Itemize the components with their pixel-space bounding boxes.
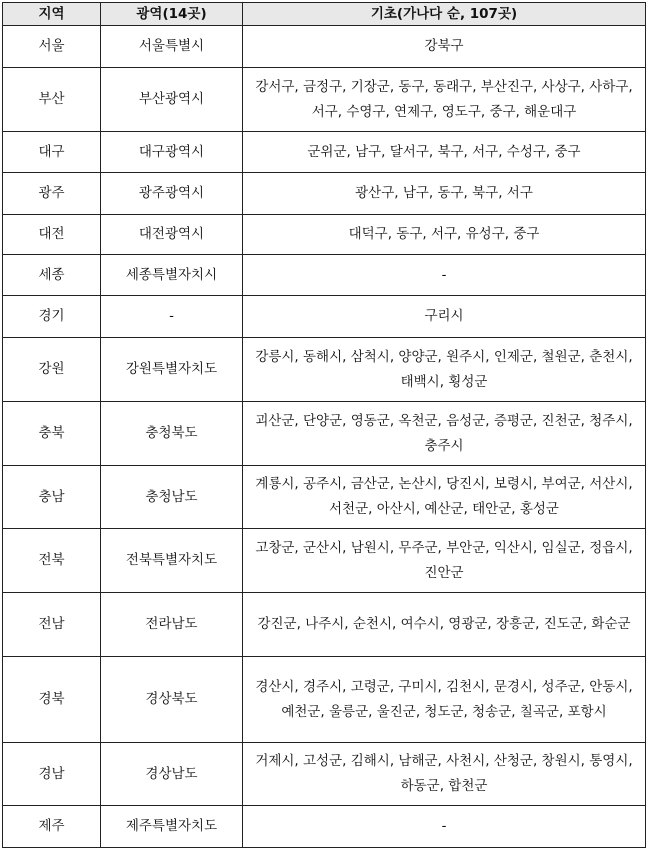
region-cell: 광주 <box>3 173 101 215</box>
table-row <box>3 255 646 296</box>
region-cell: 제주 <box>3 806 101 848</box>
region-cell: 전남 <box>3 593 101 657</box>
metro-cell: 충청남도 <box>101 466 243 529</box>
metro-cell: 전북특별자치도 <box>101 529 243 593</box>
basic-cell: 계룡시, 공주시, 금산군, 논산시, 당진시, 보령시, 부여군, 서산시, 서천군, 아산시, 예산군, 태안군, 홍성군 <box>243 466 646 529</box>
region-cell: 대구 <box>3 132 101 173</box>
metro-cell: 서울특별시 <box>101 26 243 68</box>
region-cell: 충북 <box>3 402 101 466</box>
basic-cell: 강릉시, 동해시, 삼척시, 양양군, 원주시, 인제군, 철원군, 춘천시, 태백시, 횡성군 <box>243 338 646 402</box>
metro-cell: 부산광역시 <box>101 68 243 132</box>
region-cell: 부산 <box>3 68 101 132</box>
region-cell: 전북 <box>3 529 101 593</box>
metro-cell: 충청북도 <box>101 402 243 466</box>
header-basic: 기초(가나다 순, 107곳) <box>243 3 646 26</box>
region-table <box>2 2 646 848</box>
metro-cell: 경상남도 <box>101 743 243 806</box>
metro-cell: - <box>101 296 243 338</box>
region-cell: 경기 <box>3 296 101 338</box>
basic-cell: 구리시 <box>243 296 646 338</box>
table-row <box>3 338 646 402</box>
table-row <box>3 68 646 132</box>
region-cell: 강원 <box>3 338 101 402</box>
basic-cell: - <box>243 806 646 848</box>
table-wrapper <box>2 2 645 848</box>
metro-cell: 대전광역시 <box>101 215 243 255</box>
metro-cell: 전라남도 <box>101 593 243 657</box>
basic-cell: 경산시, 경주시, 고령군, 구미시, 김천시, 문경시, 성주군, 안동시, 예천군, 울릉군, 울진군, 청도군, 청송군, 칠곡군, 포항시 <box>243 657 646 743</box>
basic-cell: 거제시, 고성군, 김해시, 남해군, 사천시, 산청군, 창원시, 통영시, 하동군, 합천군 <box>243 743 646 806</box>
region-cell: 세종 <box>3 255 101 296</box>
basic-cell: 강북구 <box>243 26 646 68</box>
metro-cell: 광주광역시 <box>101 173 243 215</box>
table-row <box>3 26 646 68</box>
table-row <box>3 215 646 255</box>
region-cell: 경북 <box>3 657 101 743</box>
table-row <box>3 132 646 173</box>
table-row <box>3 402 646 466</box>
table-row <box>3 743 646 806</box>
metro-cell: 강원특별자치도 <box>101 338 243 402</box>
basic-cell: 군위군, 남구, 달서구, 북구, 서구, 수성구, 중구 <box>243 132 646 173</box>
basic-cell: 강서구, 금정구, 기장군, 동구, 동래구, 부산진구, 사상구, 사하구, 서구, 수영구, 연제구, 영도구, 중구, 해운대구 <box>243 68 646 132</box>
header-metro: 광역(14곳) <box>101 3 243 26</box>
region-cell: 충남 <box>3 466 101 529</box>
region-cell: 경남 <box>3 743 101 806</box>
table-row <box>3 657 646 743</box>
table-row <box>3 593 646 657</box>
table-row <box>3 806 646 848</box>
header-row <box>3 3 646 26</box>
basic-cell: 괴산군, 단양군, 영동군, 옥천군, 음성군, 증평군, 진천군, 청주시, 충주시 <box>243 402 646 466</box>
metro-cell: 제주특별자치도 <box>101 806 243 848</box>
table-row <box>3 173 646 215</box>
metro-cell: 대구광역시 <box>101 132 243 173</box>
basic-cell: 고창군, 군산시, 남원시, 무주군, 부안군, 익산시, 임실군, 정읍시, 진안군 <box>243 529 646 593</box>
table-row <box>3 529 646 593</box>
table-row <box>3 466 646 529</box>
region-cell: 대전 <box>3 215 101 255</box>
metro-cell: 경상북도 <box>101 657 243 743</box>
table-row <box>3 296 646 338</box>
basic-cell: 대덕구, 동구, 서구, 유성구, 중구 <box>243 215 646 255</box>
header-region: 지역 <box>3 3 101 26</box>
basic-cell: - <box>243 255 646 296</box>
basic-cell: 광산구, 남구, 동구, 북구, 서구 <box>243 173 646 215</box>
metro-cell: 세종특별자치시 <box>101 255 243 296</box>
basic-cell: 강진군, 나주시, 순천시, 여수시, 영광군, 장흥군, 진도군, 화순군 <box>243 593 646 657</box>
region-cell: 서울 <box>3 26 101 68</box>
